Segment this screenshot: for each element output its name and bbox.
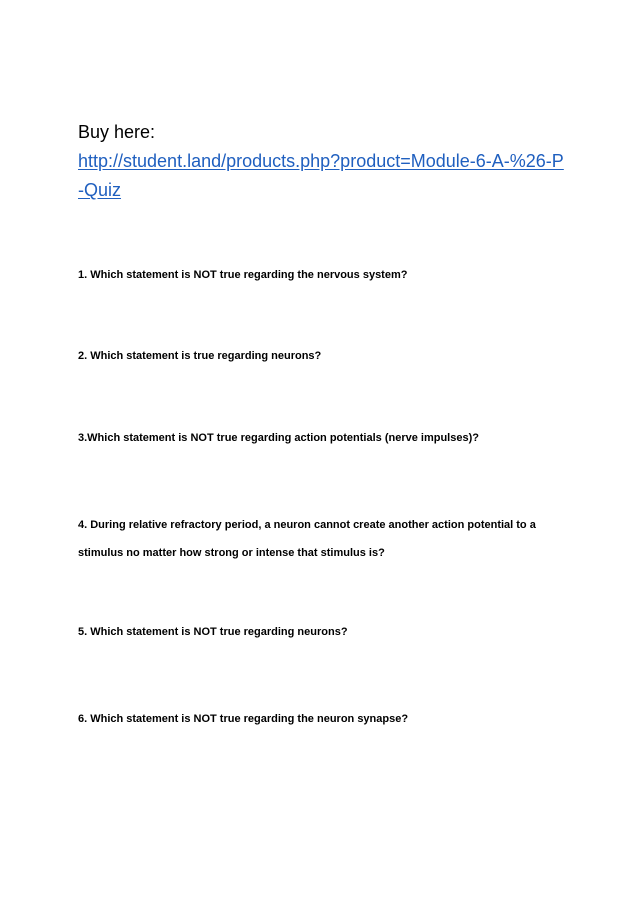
question-4: 4. During relative refractory period, a neuron cannot create another action potential to a stimulus no matter how strong or intense that stimulus is? — [78, 519, 536, 559]
buy-section — [78, 118, 578, 205]
question-5: 5. Which statement is NOT true regarding neurons? — [78, 626, 348, 638]
question-1: 1. Which statement is NOT true regarding the nervous system? — [78, 269, 408, 281]
buy-here-label: Buy here: — [78, 122, 156, 142]
product-link[interactable]: http://student.land/products.php?product=Module-6-A-%26-P-Quiz — [78, 151, 564, 200]
question-2: 2. Which statement is true regarding neurons? — [78, 350, 322, 362]
question-6: 6. Which statement is NOT true regarding the neuron synapse? — [78, 713, 409, 725]
question-3: 3.Which statement is NOT true regarding action potentials (nerve impulses)? — [78, 432, 479, 444]
